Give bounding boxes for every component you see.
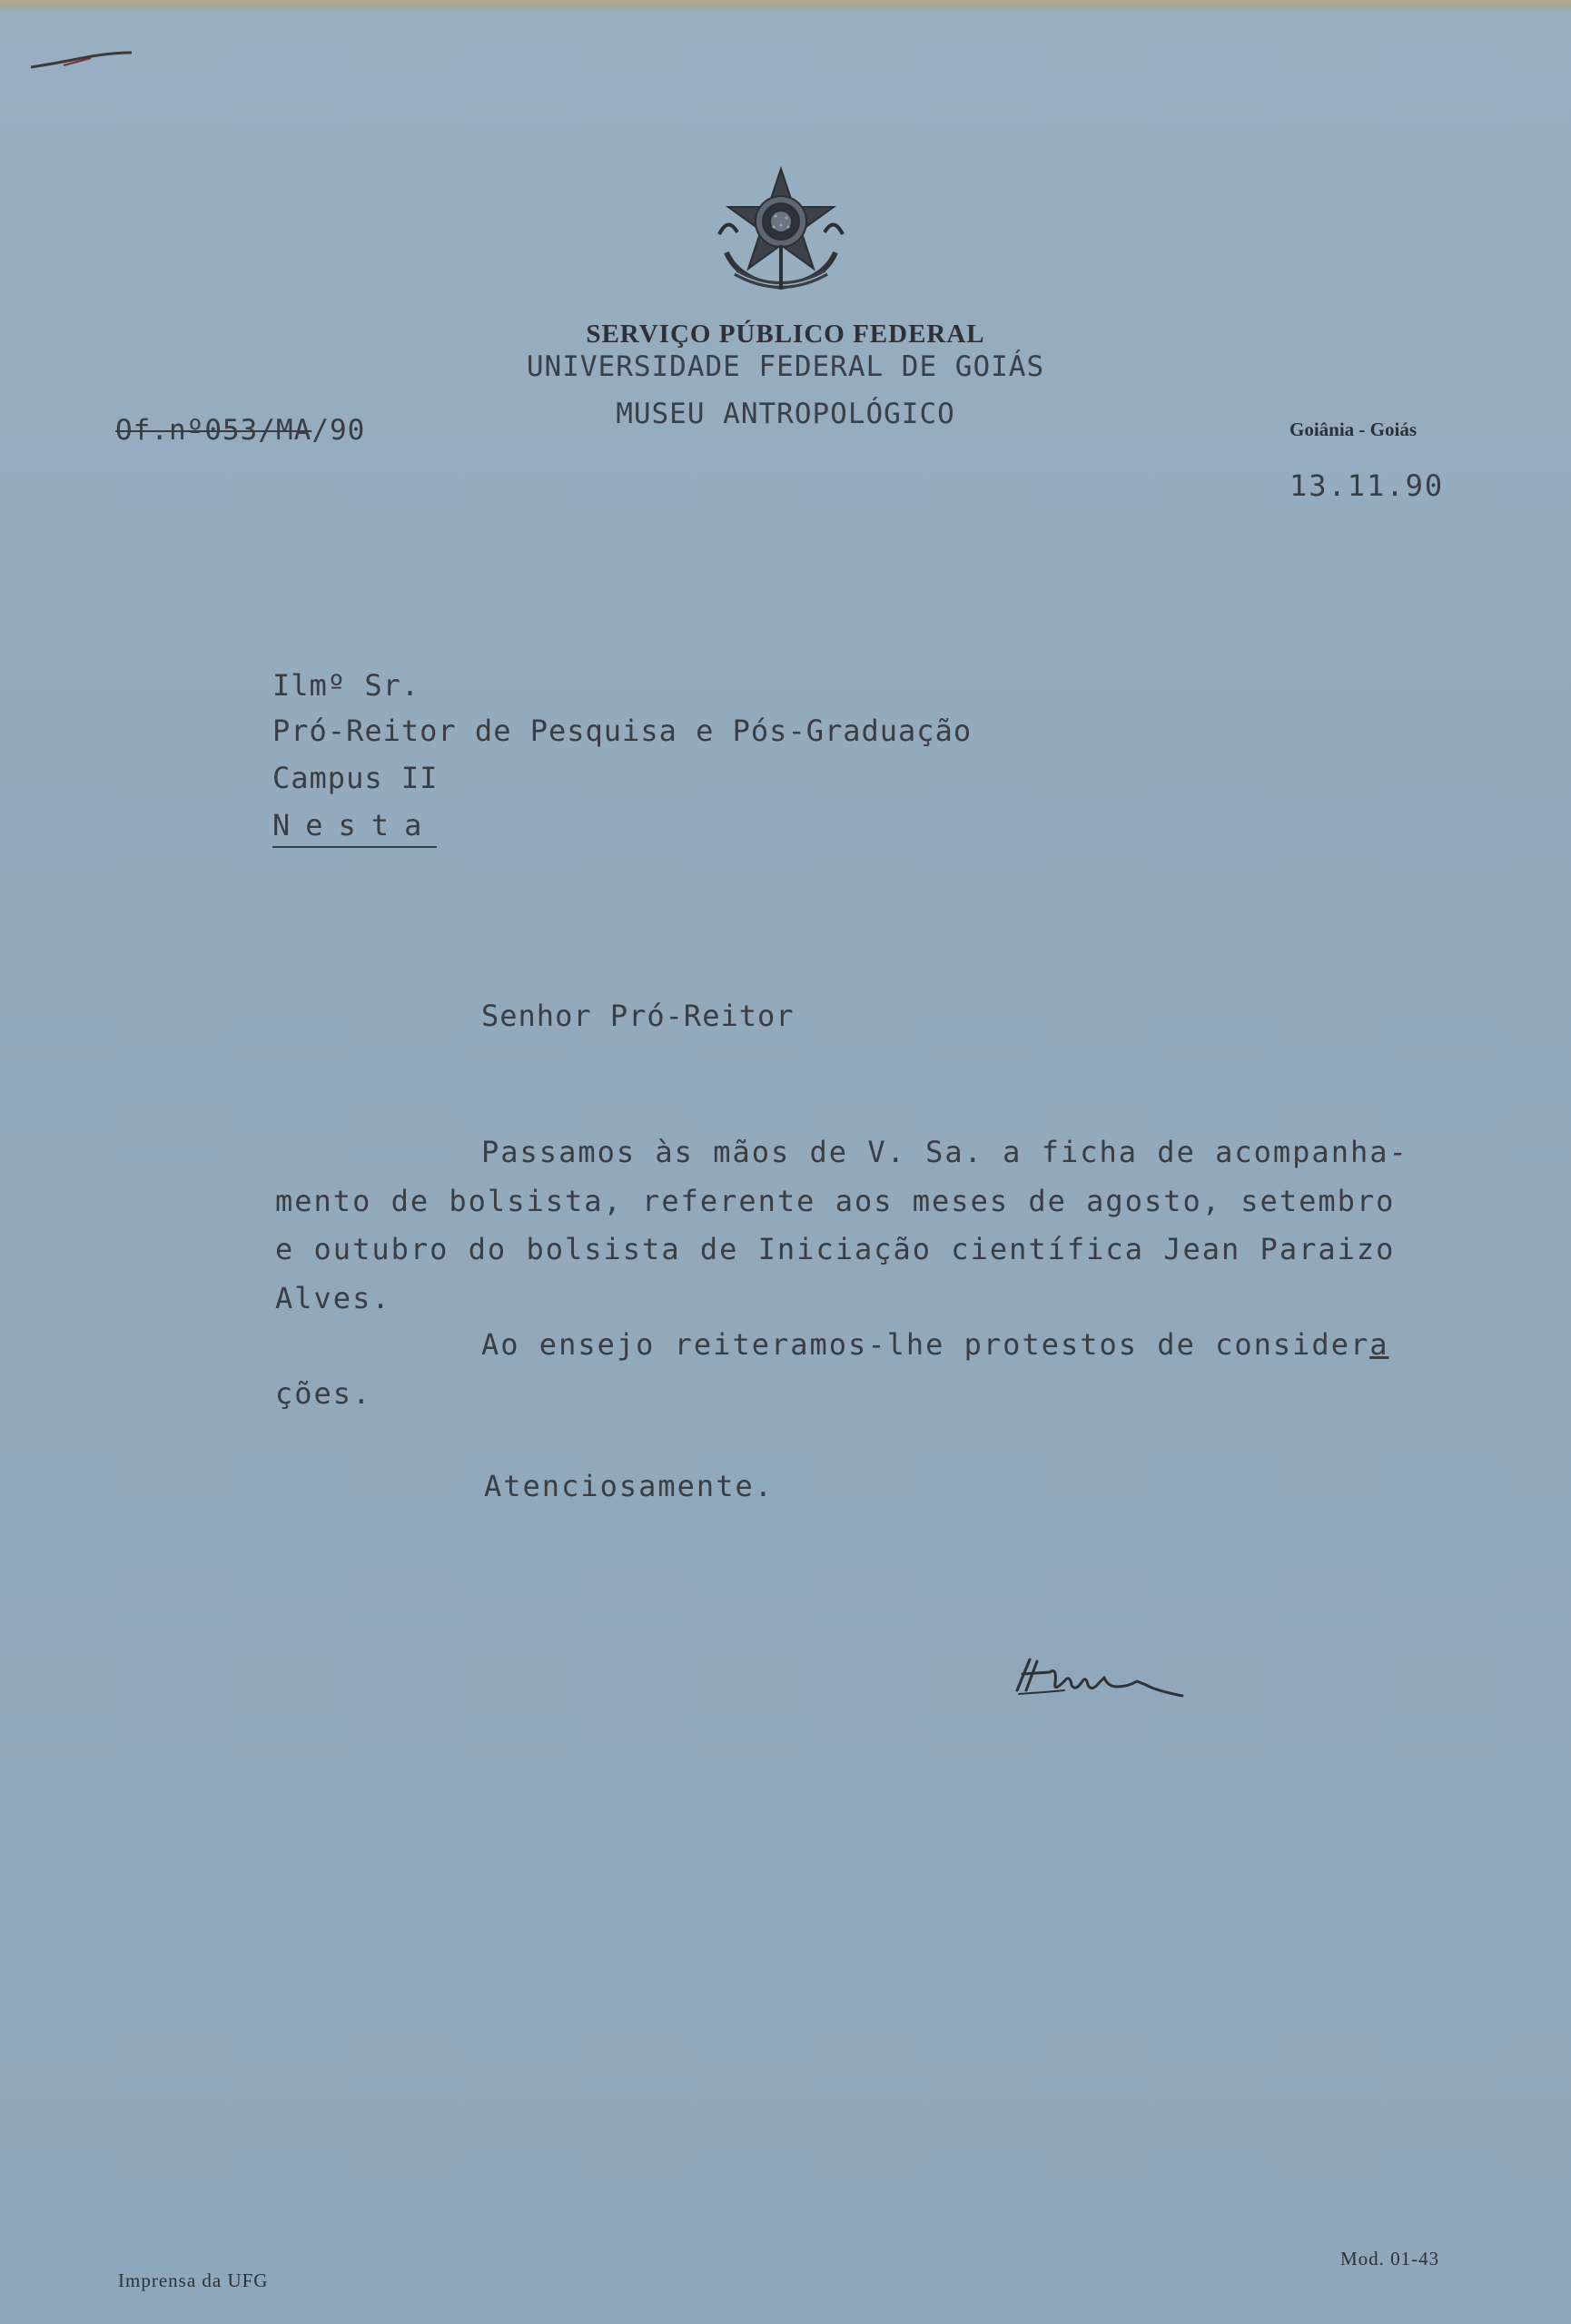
location: Goiânia - Goiás <box>1289 419 1418 440</box>
university-heading: UNIVERSIDADE FEDERAL DE GOIÁS <box>526 350 1045 383</box>
body-line: e outubro do bolsista de Iniciação científica Jean Paraizo <box>275 1232 1396 1266</box>
body-line: Alves. <box>275 1281 391 1315</box>
body-line: Passamos às mãos de V. Sa. a ficha de acompanha- <box>481 1135 1408 1169</box>
reference-suffix: /90 <box>311 414 366 447</box>
pen-mark <box>27 47 136 74</box>
body-line <box>481 1327 1388 1362</box>
department-heading: MUSEU ANTROPOLÓGICO <box>616 398 955 430</box>
addressee-title: Ilmº Sr. <box>272 668 420 703</box>
addressee-campus: Campus II <box>272 761 439 795</box>
letter-reference <box>115 414 365 447</box>
closing: Atenciosamente. <box>484 1469 774 1503</box>
body-line: ções. <box>275 1376 372 1411</box>
body-line-text: Ao ensejo reiteramos-lhe protestos de consider <box>481 1327 1370 1362</box>
printer-credit: Imprensa da UFG <box>118 2270 269 2291</box>
brazil-coat-of-arms-icon <box>710 162 852 303</box>
addressee-local: Nesta <box>272 808 437 848</box>
body-line: mento de bolsista, referente aos meses de agosto, setembro <box>275 1184 1396 1218</box>
reference-crossed: Of.nº053/MA <box>115 414 312 447</box>
service-heading: SERVIÇO PÚBLICO FEDERAL <box>586 320 985 349</box>
body-line-underlined-char: a <box>1369 1327 1389 1362</box>
handwritten-signature <box>1010 1650 1191 1705</box>
salutation: Senhor Pró-Reitor <box>481 999 795 1033</box>
addressee-position: Pró-Reitor de Pesquisa e Pós-Graduação <box>272 714 973 748</box>
paper-top-edge <box>0 0 1571 13</box>
letter-date: 13.11.90 <box>1289 468 1445 503</box>
model-number: Mod. 01-43 <box>1340 2248 1440 2270</box>
